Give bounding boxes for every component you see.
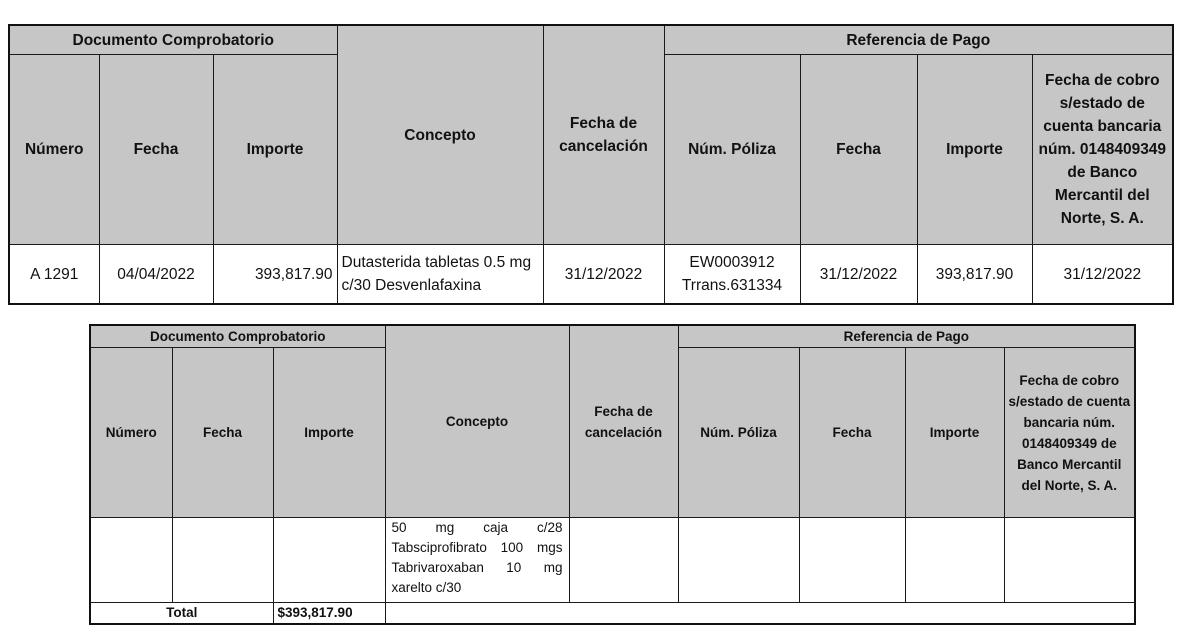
header-fecha-cancelacion: Fecha de cancelación — [569, 325, 678, 518]
poliza-transfer: Trrans.631334 — [681, 277, 783, 294]
header-importe: Importe — [273, 348, 385, 518]
cell-num-poliza — [664, 245, 800, 305]
header-fecha: Fecha — [99, 55, 213, 245]
header-ref-fecha: Fecha — [800, 55, 917, 245]
header-concepto: Concepto — [337, 25, 543, 245]
table-row — [9, 245, 1173, 305]
header-numero: Número — [90, 348, 172, 518]
cell-importe — [273, 518, 385, 603]
cell-fecha-cobro: 31/12/2022 — [1032, 245, 1173, 305]
header-ref-fecha: Fecha — [799, 348, 905, 518]
total-label: Total — [90, 603, 273, 625]
table-row — [90, 518, 1135, 603]
header-ref-importe: Importe — [917, 55, 1032, 245]
header-fecha-cobro: Fecha de cobro s/estado de cuenta bancaria núm. 0148409349 de Banco Mercantil del Norte, S. A. — [1004, 348, 1135, 518]
header-ref-importe: Importe — [905, 348, 1004, 518]
cell-concepto: Dutasterida tabletas 0.5 mg c/30 Desvenlafaxina — [337, 245, 543, 305]
header-numero: Número — [9, 55, 99, 245]
payment-table-1 — [8, 24, 1174, 305]
total-row — [90, 603, 1135, 625]
group-header-referencia: Referencia de Pago — [664, 25, 1173, 55]
header-fecha: Fecha — [172, 348, 273, 518]
payment-table-2 — [89, 324, 1136, 625]
group-header-referencia: Referencia de Pago — [678, 325, 1135, 348]
cell-importe: 393,817.90 — [213, 245, 337, 305]
cell-fecha: 04/04/2022 — [99, 245, 213, 305]
total-value: $393,817.90 — [273, 603, 385, 625]
cell-ref-importe — [905, 518, 1004, 603]
header-importe: Importe — [213, 55, 337, 245]
cell-fecha-cancelacion — [569, 518, 678, 603]
cell-fecha-cobro — [1004, 518, 1135, 603]
total-empty — [385, 603, 1135, 625]
header-fecha-cancelacion: Fecha de cancelación — [543, 25, 664, 245]
cell-numero: A 1291 — [9, 245, 99, 305]
cell-ref-fecha: 31/12/2022 — [800, 245, 917, 305]
cell-numero — [90, 518, 172, 603]
header-num-poliza: Núm. Póliza — [664, 55, 800, 245]
cell-fecha — [172, 518, 273, 603]
cell-fecha-cancelacion: 31/12/2022 — [543, 245, 664, 305]
group-header-documento: Documento Comprobatorio — [90, 325, 385, 348]
cell-num-poliza — [678, 518, 799, 603]
header-num-poliza: Núm. Póliza — [678, 348, 799, 518]
header-fecha-cobro: Fecha de cobro s/estado de cuenta bancaria núm. 0148409349 de Banco Mercantil del Norte, S. A. — [1032, 55, 1173, 245]
cell-ref-importe: 393,817.90 — [917, 245, 1032, 305]
cell-ref-fecha — [799, 518, 905, 603]
cell-concepto: 50 mg caja c/28 Tabsciprofibrato 100 mgs Tabrivaroxaban 10 mg xarelto c/30 — [385, 518, 569, 603]
poliza-number: EW0003912 — [689, 254, 775, 271]
header-concepto: Concepto — [385, 325, 569, 518]
group-header-documento: Documento Comprobatorio — [9, 25, 337, 55]
